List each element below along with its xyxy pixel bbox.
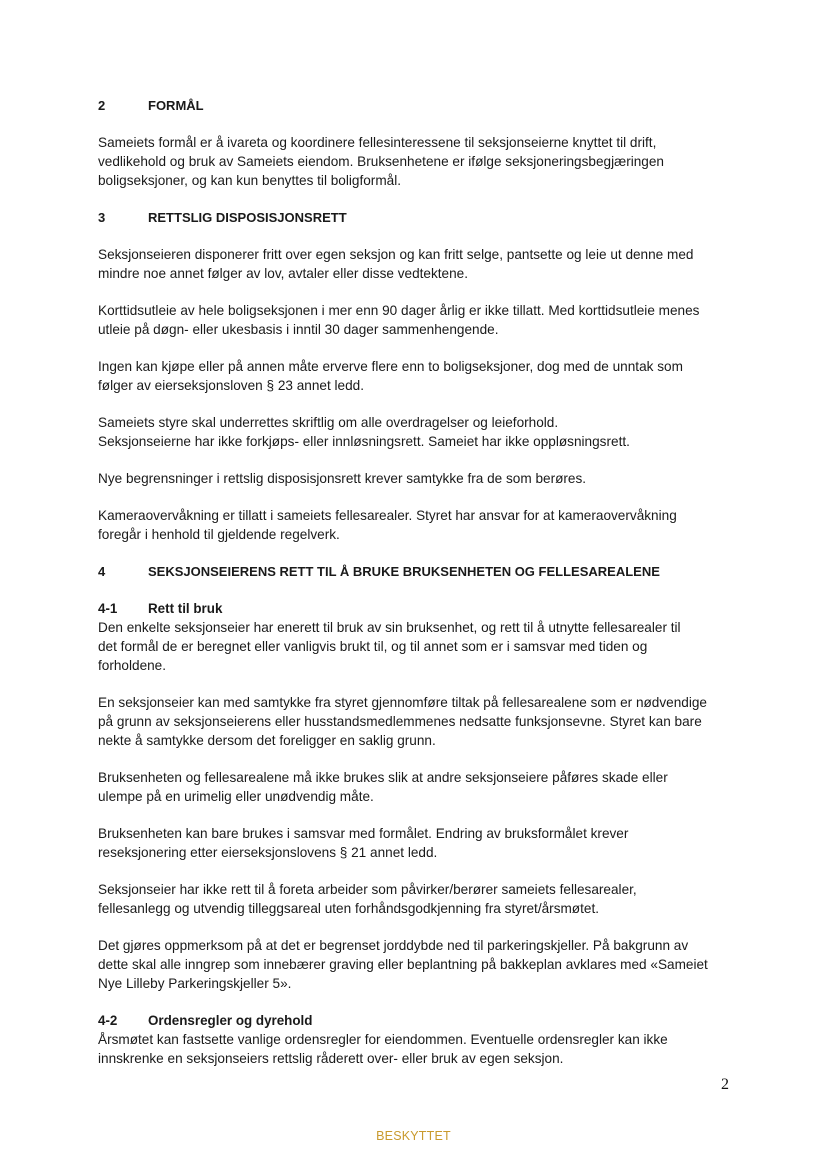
paragraph: Korttidsutleie av hele boligseksjonen i mer enn 90 dager årlig er ikke tillatt. Med korttidsutleie menes utleie på døgn- eller ukesbasis i inntil 30 dager sammenhengende. xyxy=(98,303,700,337)
section-number: 4 xyxy=(98,564,106,579)
document-page xyxy=(98,96,734,1086)
subsection-title: Ordensregler og dyrehold xyxy=(148,1013,313,1028)
subsection-heading-4-2 xyxy=(98,1011,734,1030)
paragraph: Kameraovervåkning er tillatt i sameiets fellesarealer. Styret har ansvar for at kameraovervåkning foregår i henhold til gjeldende regelverk. xyxy=(98,508,677,542)
section-number: 2 xyxy=(98,98,106,113)
section-number: 3 xyxy=(98,210,106,225)
section-title: RETTSLIG DISPOSISJONSRETT xyxy=(148,210,347,225)
subsection-number: 4-1 xyxy=(98,601,118,616)
paragraph: Seksjonseier har ikke rett til å foreta arbeider som påvirker/berører sameiets fellesarealer, fellesanlegg og utvendig tilleggsareal uten forhåndsgodkjenning fra styret/årsmøtet. xyxy=(98,882,637,916)
section-heading-4 xyxy=(98,562,734,581)
classification-label: BESKYTTET xyxy=(376,1129,451,1143)
section-heading-2 xyxy=(98,96,734,115)
page-number: 2 xyxy=(721,1076,729,1093)
subsection-title: Rett til bruk xyxy=(148,601,223,616)
subsection-heading-4-1 xyxy=(98,599,734,618)
paragraph: Den enkelte seksjonseier har enerett til bruk av sin bruksenhet, og rett til å utnytte fellesarealer til det formål de er beregnet eller vanligvis brukt til, og til annet som er i samsvar med tiden og forholdene. xyxy=(98,620,681,673)
paragraph: Det gjøres oppmerksom på at det er begrenset jorddybde ned til parkeringskjeller. På bakgrunn av dette skal alle inngrep som innebærer graving eller beplantning på bakkeplan avklares med «Sameiet Nye Lilleby Parkeringskjeller 5». xyxy=(98,938,708,991)
paragraph: Bruksenheten kan bare brukes i samsvar med formålet. Endring av bruksformålet krever reseksjonering etter eierseksjonslovens § 21 annet ledd. xyxy=(98,826,629,860)
paragraph: Ingen kan kjøpe eller på annen måte erverve flere enn to boligseksjoner, dog med de unntak som følger av eierseksjonsloven § 23 annet ledd. xyxy=(98,359,683,393)
paragraph: Sameiets formål er å ivareta og koordinere fellesinteressene til seksjonseierne knyttet til drift, vedlikehold og bruk av Sameiets eiendom. Bruksenhetene er ifølge seksjoneringsbegjæringen boligseksjoner, og kan kun benyttes til boligformål. xyxy=(98,135,664,188)
section-title: SEKSJONSEIERENS RETT TIL Å BRUKE BRUKSENHETEN OG FELLESAREALENE xyxy=(148,564,660,579)
paragraph: En seksjonseier kan med samtykke fra styret gjennomføre tiltak på fellesarealene som er nødvendige på grunn av seksjonseierens eller husstandsmedlemmenes nedsatte funksjonsevne. Styret kan bare nekte å samtykke dersom det foreligger en saklig grunn. xyxy=(98,695,707,748)
paragraph: Seksjonseieren disponerer fritt over egen seksjon og kan fritt selge, pantsette og leie ut denne med mindre noe annet følger av lov, avtaler eller disse vedtektene. xyxy=(98,247,694,281)
section-heading-3 xyxy=(98,208,734,227)
paragraph: Sameiets styre skal underrettes skriftlig om alle overdragelser og leieforhold. Seksjonseierne har ikke forkjøps- eller innløsningsrett. Sameiet har ikke oppløsningsrett. xyxy=(98,415,630,449)
subsection-number: 4-2 xyxy=(98,1013,118,1028)
section-title: FORMÅL xyxy=(148,98,204,113)
paragraph: Årsmøtet kan fastsette vanlige ordensregler for eiendommen. Eventuelle ordensregler kan ikke innskrenke en seksjonseiers rettslig råderett over- eller bruk av egen seksjon. xyxy=(98,1032,668,1066)
paragraph: Nye begrensninger i rettslig disposisjonsrett krever samtykke fra de som berøres. xyxy=(98,471,587,486)
paragraph: Bruksenheten og fellesarealene må ikke brukes slik at andre seksjonseiere påføres skade eller ulempe på en urimelig eller unødvendig måte. xyxy=(98,770,668,804)
